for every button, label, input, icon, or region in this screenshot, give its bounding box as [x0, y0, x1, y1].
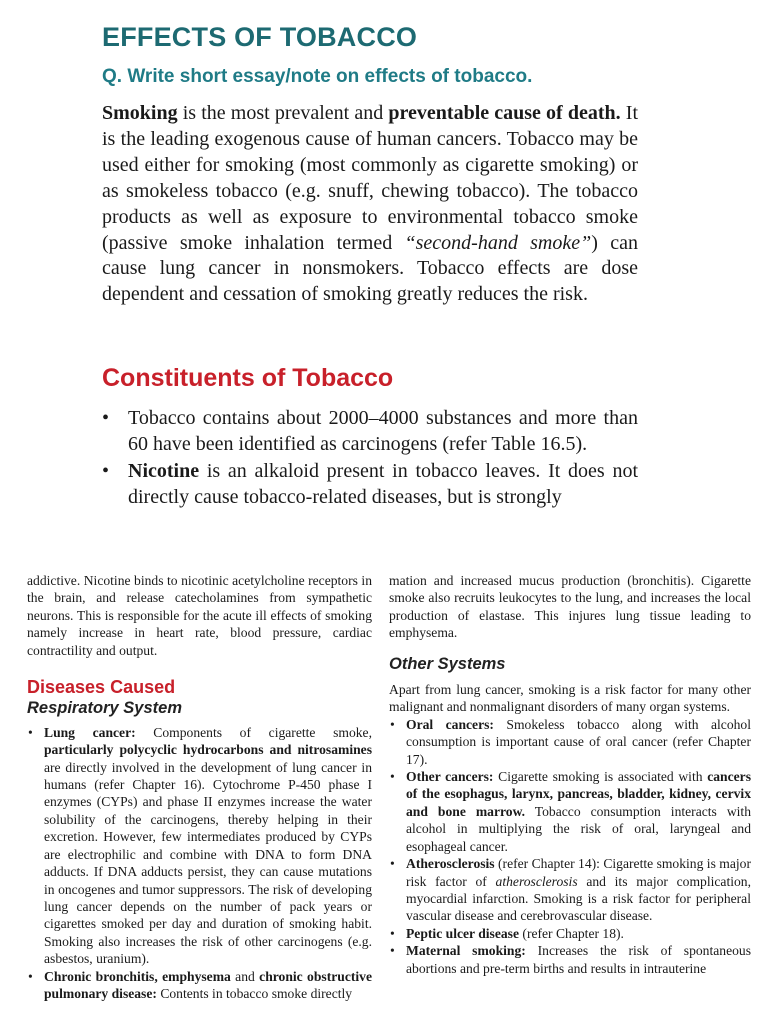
maternal-term: Maternal smoking:: [406, 943, 526, 959]
respiratory-heading: Respiratory System: [27, 699, 182, 718]
maternal-text: Increases the risk of spontaneous abortions and pre-term births and results in intrauterine: [406, 943, 751, 976]
intro-text-2: It is the leading exogenous cause of human cancers. Tobacco may be used either for smoking (most commonly as cigarette smoking) or as smokeless tobacco (e.g. snuff, chewing tobacco). The tobacco products as well as exposure to environmental tobacco smoke (passive smoke inhalation termed: [102, 102, 639, 254]
athero-term: Atherosclerosis: [406, 856, 495, 872]
other-systems-list: [389, 716, 751, 977]
page-title: EFFECTS OF TOBACCO: [102, 22, 418, 52]
constituents-bullet-1: Tobacco contains about 2000–4000 substances and more than 60 have been identified as carcinogens (refer Table 16.5).: [128, 407, 638, 455]
intro-text-3: ) can cause lung cancer in nonsmokers. Tobacco effects are dose dependent and cessation of smoking greatly reduces the risk.: [102, 231, 638, 306]
left-column: [27, 572, 372, 1002]
nicotine-text: is an alkaloid present in tobacco leaves. It does not directly cause tobacco-related diseases, but is strongly: [128, 460, 638, 508]
intro-text-1: is the most prevalent and: [177, 102, 389, 124]
list-item: [389, 768, 751, 855]
list-item: [27, 724, 372, 968]
diseases-heading: Diseases Caused: [27, 677, 176, 698]
constituents-list: [102, 405, 638, 511]
right-continuation: mation and increased mucus production (bronchitis). Cigarette smoke also recruits leukocytes to the lung, and increases the local production of elastase. This injures lung tissue leading to emphysema.: [389, 573, 751, 641]
intro-paragraph: [102, 101, 638, 308]
lung-bold-2: particularly polycyclic hydrocarbons and nitrosamines: [44, 742, 372, 758]
list-item: [102, 405, 638, 457]
list-item: [389, 716, 751, 768]
other-cancers-bold-2: cancers of the esophagus, larynx, pancreas, bladder, kidney, cervix and bone marrow.: [406, 769, 751, 819]
right-column: [389, 572, 751, 977]
question-heading: Q. Write short essay/note on effects of tobacco.: [102, 66, 533, 87]
oral-cancers-term: Oral cancers:: [406, 716, 494, 732]
other-cancers-text-2: Tobacco consumption interacts with alcohol in multiplying the risk of oral, laryngeal and esophageal cancer.: [406, 803, 751, 854]
athero-text-2: and its major complication, myocardial infarction. Smoking is a risk factor for peripheral vascular disease and cerebrovascular disease.: [406, 873, 751, 924]
peptic-term: Peptic ulcer disease: [406, 925, 520, 941]
intro-italic-second-hand: “second-hand smoke”: [404, 231, 592, 254]
athero-italic: atherosclerosis: [495, 873, 578, 889]
chronic-term-2: chronic obstructive pulmonary disease:: [44, 968, 372, 1001]
other-systems-intro: Apart from lung cancer, smoking is a risk factor for many other malignant and nonmalignant disorders of many organ systems.: [389, 682, 751, 715]
chronic-text-2: Contents in tobacco smoke directly: [156, 985, 353, 1001]
lung-text-1: Components of cigarette smoke,: [135, 724, 372, 740]
left-continuation: addictive. Nicotine binds to nicotinic acetylcholine receptors in the brain, and release catecholamines from sympathetic neurons. This is responsible for the acute ill effects of smoking namely increase in heart rate, blood pressure, cardiac contractility and output.: [27, 573, 372, 658]
list-item: [102, 458, 638, 510]
list-item: [389, 855, 751, 925]
chronic-text-1: and: [230, 968, 260, 984]
other-cancers-text-1: Cigarette smoking is associated with: [493, 769, 708, 785]
respiratory-list: [27, 724, 372, 1003]
other-systems-heading: Other Systems: [389, 654, 506, 673]
peptic-text: (refer Chapter 18).: [519, 925, 624, 941]
athero-text-1: (refer Chapter 14): Cigarette smoking is major risk factor of: [406, 856, 751, 889]
lung-text-2: are directly involved in the development of lung cancer in humans (refer Chapter 16). Cytochrome P-450 phase I enzymes (CYPs) and phase II enzymes increase the water solubility of the carcinogens, thereby helping in their excretion. However, few intermediates produced by CYPs are electrophilic and combine with DNA to form DNA adducts. If DNA adducts persist, they can cause mutations in oncogenes and tumor suppressors. The risk of developing lung cancer depends on the number of pack years or cigarettes smoked per day and duration of smoking habit. Smoking also increases the risk of other carcinogens (e.g. asbestos, uranium).: [44, 759, 372, 967]
other-cancers-term: Other cancers:: [406, 769, 494, 785]
intro-bold-preventable: preventable cause of death.: [388, 102, 621, 124]
list-item: [27, 968, 372, 1003]
list-item: [389, 925, 751, 942]
nicotine-term: Nicotine: [128, 460, 200, 482]
oral-text: Smokeless tobacco along with alcohol consumption is important cause of oral cancer (refer Chapter 17).: [406, 716, 752, 767]
list-item: [389, 942, 751, 977]
constituents-heading: Constituents of Tobacco: [102, 364, 394, 392]
chronic-term-1: Chronic bronchitis, emphysema: [44, 968, 231, 984]
intro-bold-smoking: Smoking: [102, 102, 178, 124]
lung-cancer-term: Lung cancer:: [44, 724, 136, 740]
